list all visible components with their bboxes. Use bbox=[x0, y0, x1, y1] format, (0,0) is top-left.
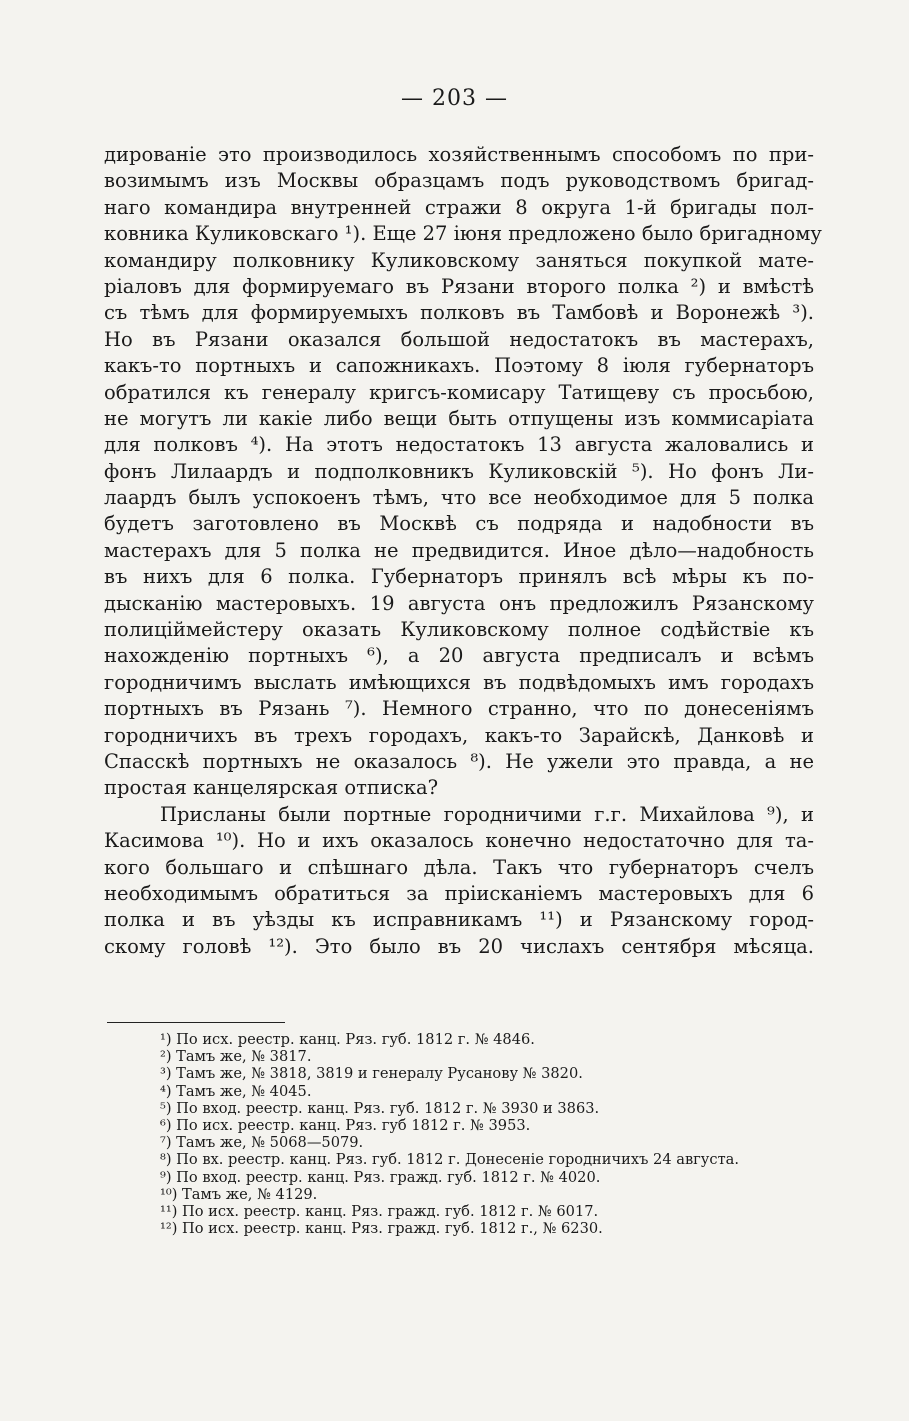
footnote: ⁹) По вход. реестр. канц. Ряз. гражд. губ. 1812 г. № 4020. bbox=[160, 1168, 601, 1186]
text-line: простая канцелярская отписка? bbox=[104, 776, 439, 800]
text-line: городничихъ въ трехъ городахъ, какъ-то Зарайскѣ, Данковѣ и bbox=[104, 723, 814, 747]
text-line: какъ-то портныхъ и сапожникахъ. Поэтому 8 іюля губернаторъ bbox=[104, 354, 814, 378]
text-line: наго командира внутренней стражи 8 округа 1-й бригады пол- bbox=[104, 195, 814, 219]
footnotes bbox=[160, 1031, 820, 1237]
footnote: ¹¹) По исх. реестр. канц. Ряз. гражд. губ. 1812 г. № 6017. bbox=[160, 1202, 599, 1220]
text-line: необходимымъ обратиться за пріисканіемъ мастеровыхъ для 6 bbox=[104, 881, 814, 905]
text-line: возимымъ изъ Москвы образцамъ подъ руководствомъ бригад- bbox=[104, 169, 814, 193]
footnote: ⁸) По вх. реестр. канц. Ряз. губ. 1812 г. Донесеніе городничихъ 24 августа. bbox=[160, 1151, 739, 1169]
text-line: Касимова ¹⁰). Но и ихъ оказалось конечно недостаточно для та- bbox=[104, 829, 814, 853]
footnote: ⁵) По вход. реестр. канц. Ряз. губ. 1812 г. № 3930 и 3863. bbox=[160, 1099, 600, 1117]
text-line: не могутъ ли какіе либо вещи быть отпущены изъ коммисаріата bbox=[104, 406, 814, 430]
text-line: въ нихъ для 6 полка. Губернаторъ принялъ всѣ мѣры къ по- bbox=[104, 565, 814, 589]
footnote: ⁶) По исх. реестр. канц. Ряз. губ 1812 г. № 3953. bbox=[160, 1116, 531, 1134]
text-line: полка и въ уѣзды къ исправникамъ ¹¹) и Рязанскому город- bbox=[104, 908, 814, 932]
text-line: фонъ Лилаардъ и подполковникъ Куликовскій ⁵). Но фонъ Ли- bbox=[104, 459, 814, 483]
text-line: мастерахъ для 5 полка не предвидится. Иное дѣло—надобность bbox=[104, 538, 814, 562]
text-line: полиціймейстеру оказать Куликовскому полное содѣйствіе къ bbox=[104, 618, 814, 642]
text-line: дированіе это производилось хозяйственнымъ способомъ по при- bbox=[104, 143, 814, 166]
footnote: ³) Тамъ же, № 3818, 3819 и генералу Русанову № 3820. bbox=[160, 1065, 583, 1083]
text-line: скому головѣ ¹²). Это было въ 20 числахъ сентября мѣсяца. bbox=[104, 934, 814, 958]
footnote: ¹) По исх. реестр. канц. Ряз. губ. 1812 г. № 4846. bbox=[160, 1031, 535, 1048]
page-number: — 203 — bbox=[401, 86, 508, 111]
text-line: ріаловъ для формируемаго въ Рязани второго полка ²) и вмѣстѣ bbox=[104, 274, 814, 298]
text-line: съ тѣмъ для формируемыхъ полковъ въ Тамбовѣ и Воронежѣ ³). bbox=[104, 301, 814, 325]
body-text bbox=[104, 142, 822, 960]
footnote: ¹²) По исх. реестр. канц. Ряз. гражд. губ. 1812 г., № 6230. bbox=[160, 1220, 603, 1238]
text-line: обратился къ генералу кригсъ-комисару Татищеву съ просьбою, bbox=[104, 380, 814, 404]
text-line: для полковъ ⁴). На этотъ недостатокъ 13 августа жаловались и bbox=[104, 433, 814, 457]
footnote: ⁴) Тамъ же, № 4045. bbox=[160, 1082, 312, 1100]
text-line: портныхъ въ Рязань ⁷). Немного странно, что по донесеніямъ bbox=[104, 697, 814, 721]
text-line: Присланы были портные городничими г.г. Михайлова ⁹), и bbox=[160, 802, 814, 826]
footnote-divider bbox=[107, 1022, 285, 1023]
footnote: ²) Тамъ же, № 3817. bbox=[160, 1048, 312, 1066]
text-line: кого большаго и спѣшнаго дѣла. Такъ что губернаторъ счелъ bbox=[104, 855, 814, 879]
text-line: ковника Куликовскаго ¹). Еще 27 іюня предложено было бригадному bbox=[104, 222, 822, 246]
footnote: ⁷) Тамъ же, № 5068—5079. bbox=[160, 1134, 364, 1152]
text-line: Но въ Рязани оказался большой недостатокъ въ мастерахъ, bbox=[104, 327, 814, 351]
footnote: ¹⁰) Тамъ же, № 4129. bbox=[160, 1185, 318, 1203]
text-line: дысканію мастеровыхъ. 19 августа онъ предложилъ Рязанскому bbox=[104, 591, 814, 615]
text-line: городничимъ выслать имѣющихся въ подвѣдомыхъ имъ городахъ bbox=[104, 670, 814, 694]
text-line: командиру полковнику Куликовскому заняться покупкой мате- bbox=[104, 248, 814, 272]
text-line: нахожденію портныхъ ⁶), а 20 августа предписалъ и всѣмъ bbox=[104, 644, 814, 668]
text-line: будетъ заготовлено въ Москвѣ съ подряда и надобности въ bbox=[104, 512, 814, 536]
text-line: лаардъ былъ успокоенъ тѣмъ, что все необходимое для 5 полка bbox=[104, 486, 814, 510]
text-line: Спасскѣ портныхъ не оказалось ⁸). Не ужели это правда, а не bbox=[104, 749, 814, 773]
